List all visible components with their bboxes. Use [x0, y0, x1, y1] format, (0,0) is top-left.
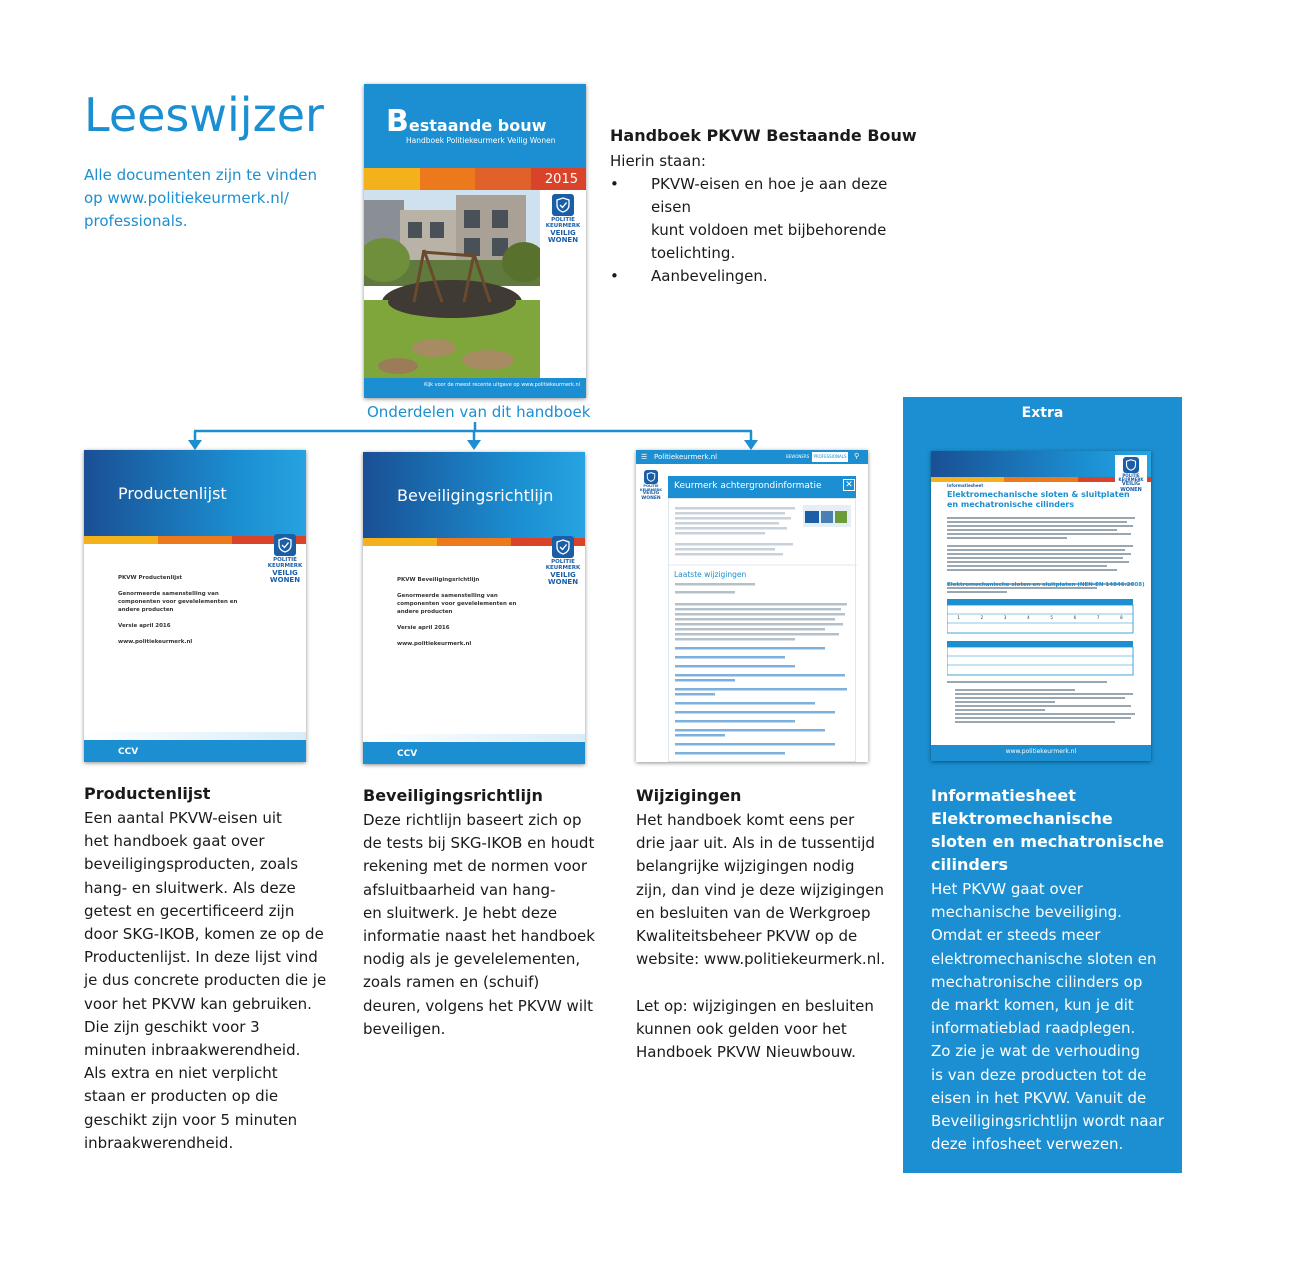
cover-footer-note: Kijk voor de meest recente uitgave op www.politiekeurmerk.nl [424, 382, 580, 388]
close-icon: ✕ [843, 479, 855, 491]
politie-keurmerk-logo: POLITIE KEURMERK VEILIG WONEN [638, 470, 664, 502]
wijzigingen-title: Wijzigingen [636, 786, 742, 805]
web-tab-professionals: PROFESSIONALS [812, 452, 848, 462]
handbook-title: Handboek PKVW Bestaande Bouw [610, 126, 917, 145]
menu-icon: ☰ [641, 453, 648, 461]
doc-info: PKVW Productenlijst Genormeerde samenstelling van componenten voor gevelelementen en andere producten Versie april 2016 www.politiekeurmerk.nl [118, 575, 238, 645]
politie-keurmerk-logo: POLITIE KEURMERK VEILIG WONEN [545, 194, 581, 244]
politie-keurmerk-logo: POLITIE KEURMERK VEILIG WONEN [1115, 455, 1147, 495]
infosheet-kicker: Informatiesheet [947, 483, 984, 488]
infosheet-doc-title: Elektromechanische sloten & sluitplaten en mechatronische cilinders [947, 490, 1130, 509]
search-icon: ⚲ [854, 452, 860, 460]
shield-icon [274, 534, 296, 556]
doc-cover-title: Beveiligingsrichtlijn [397, 486, 554, 505]
handbook-bullet-list [610, 173, 930, 288]
doc-info: PKVW Beveiligingsrichtlijn Genormeerde samenstelling van componenten voor gevelelementen en andere producten Versie april 2016 www.politiekeurmerk.nl [397, 577, 517, 647]
connector-label: Onderdelen van dit handboek [367, 403, 591, 421]
productenlijst-cover [84, 450, 306, 762]
infosheet-cover [931, 451, 1151, 761]
page-title: Leeswijzer [84, 88, 324, 142]
productenlijst-title: Productenlijst [84, 784, 211, 803]
bullet-item: • PKVW-eisen en hoe je aan deze eisen kunt voldoen met bijbehorende toelichting. [610, 173, 930, 265]
infosheet-subheading: Elektromechanische sloten en sluitplaten (NEN-EN 14846:2008) [947, 582, 1145, 588]
web-panel-body [668, 498, 856, 762]
intro-line: Alle documenten zijn te vinden [84, 166, 317, 184]
infosheet-text: Het PKVW gaat over mechanische beveiliging. Omdat er steeds meer elektromechanische sloten en mechatronische cilinders op de markt komen, kun je dit informatieblad raadplegen. Zo zie je wat de verhouding is van deze producten tot de eisen in het PKVW. Vanuit de Beveiligingsrichtlijn wordt naar deze infosheet verwezen. [931, 880, 1164, 1154]
doc-cover-title: Productenlijst [118, 484, 227, 503]
infosheet-table-row: 1 2 3 4 5 6 7 8 [957, 615, 1123, 620]
ccv-logo: CCV [397, 749, 418, 759]
shield-icon [644, 470, 658, 484]
handbook-cover [364, 84, 586, 398]
intro-line: op www.politiekeurmerk.nl/ [84, 189, 289, 207]
arrow-down-icon [744, 440, 758, 450]
arrow-down-icon [467, 440, 481, 450]
cover-photo [364, 190, 540, 378]
beveiligingsrichtlijn-text: Deze richtlijn baseert zich op de tests bij SKG-IKOB en houdt rekening met de normen voor afsluitbaarheid van hang- en sluitwerk. Je hebt deze informatie naast het handboek nodig als je gevelelementen, zoals ramen en (schuif) deuren, volgens het PKVW wilt beveiligen. [363, 811, 595, 1038]
cover-footer-band [364, 378, 586, 398]
ccv-logo: CCV [118, 747, 139, 757]
beveiligingsrichtlijn-title: Beveiligingsrichtlijn [363, 786, 543, 805]
shield-icon [552, 194, 574, 216]
infosheet-title: Informatiesheet Elektromechanische sloten en mechatronische cilinders [931, 786, 1165, 874]
infosheet-footer-url: www.politiekeurmerk.nl [1005, 748, 1077, 755]
shield-icon [1123, 457, 1139, 473]
cover-title: Bestaande bouw [386, 104, 547, 139]
politie-keurmerk-logo: POLITIE KEURMERK VEILIG WONEN [268, 534, 302, 584]
web-panel-title: Keurmerk achtergrondinformatie [674, 481, 822, 491]
handbook-intro: Hierin staan: [610, 152, 706, 170]
extra-label: Extra [1021, 405, 1064, 421]
wijzigingen-text: Het handboek komt eens per drie jaar uit. Als in de tussentijd belangrijke wijzigingen nodig zijn, dan vind je deze wijzigingen en besluiten van de Werkgroep Kwaliteitsbeheer PKVW op de website: www.politiekeurmerk.nl. Let op: wijzigingen en besluiten kunnen ook gelden voor het Handboek PKVW Nieuwbouw. [636, 811, 886, 1062]
cover-year: 2015 [544, 172, 578, 187]
web-section-title: Laatste wijzigingen [674, 570, 747, 579]
web-site-name: Politiekeurmerk.nl [654, 453, 718, 461]
cover-side-panel [540, 190, 586, 378]
shield-icon [552, 536, 574, 558]
website-screenshot [636, 450, 868, 762]
cover-subtitle: Handboek Politiekeurmerk Veilig Wonen [406, 136, 556, 145]
intro-text [84, 164, 324, 233]
bullet-item: • Aanbevelingen. [610, 265, 930, 288]
politie-keurmerk-logo: POLITIE KEURMERK VEILIG WONEN [545, 536, 581, 586]
beveiligingsrichtlijn-cover [363, 452, 585, 764]
web-tab-bewoners: BEWONERS [786, 454, 810, 459]
intro-line: professionals. [84, 212, 188, 230]
infosheet-body [947, 517, 1143, 747]
arrow-down-icon [188, 440, 202, 450]
productenlijst-text: Een aantal PKVW-eisen uit het handboek gaat over beveiligingsproducten, zoals hang- en sluitwerk. Als deze getest en gecertificeerd zijn door SKG-IKOB, komen ze op de Productenlijst. In deze lijst vind je dus concrete producten die je voor het PKVW kan gebruiken. Die zijn geschikt voor 3 minuten inbraakwerendheid. Als extra en niet verplicht staan er producten op die geschikt zijn voor 5 minuten inbraakwerendheid. [84, 809, 327, 1152]
